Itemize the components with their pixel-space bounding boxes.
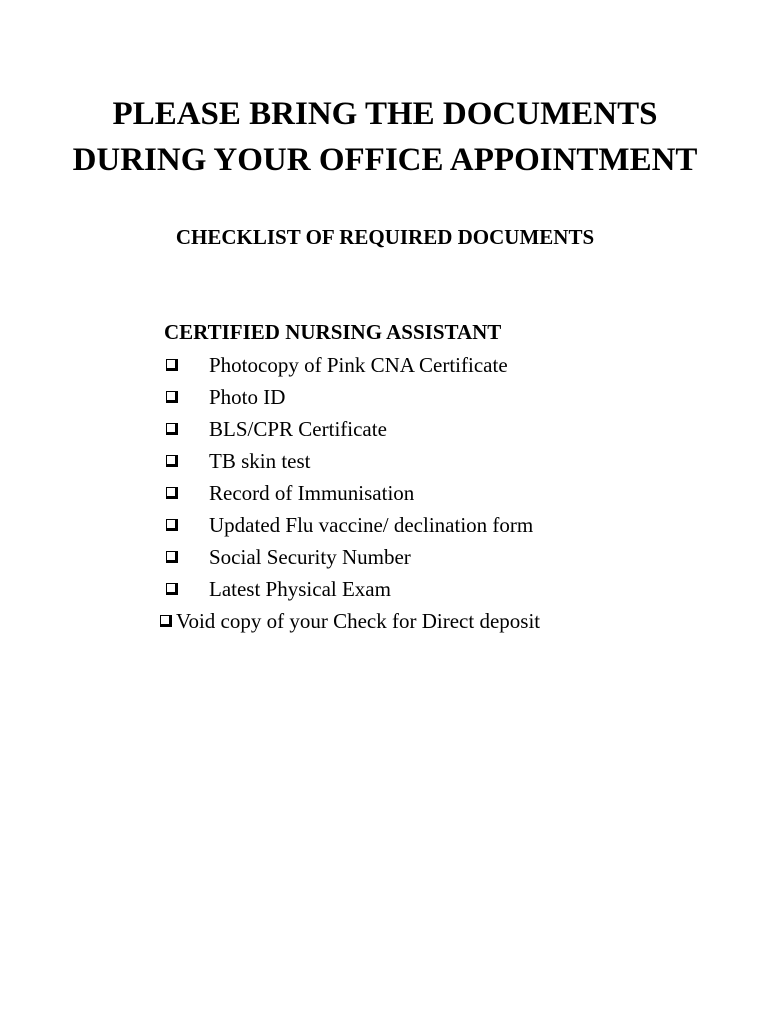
checklist-item-label: TB skin test <box>209 449 311 473</box>
title-line-2: DURING YOUR OFFICE APPOINTMENT <box>72 142 698 178</box>
checklist-item-label: Void copy of your Check for Direct deposit <box>176 609 541 633</box>
checklist-item-label: Photo ID <box>209 385 286 409</box>
checklist-item-label: Photocopy of Pink CNA Certificate <box>209 353 508 377</box>
checkbox-icon[interactable] <box>166 391 178 403</box>
section-heading: CERTIFIED NURSING ASSISTANT <box>164 320 502 344</box>
checkbox-icon[interactable] <box>166 455 178 467</box>
page-title <box>0 91 770 183</box>
checklist-item-label: Updated Flu vaccine/ declination form <box>209 513 534 537</box>
title-line-1: PLEASE BRING THE DOCUMENTS <box>112 96 658 132</box>
checklist-item-label: Latest Physical Exam <box>209 577 391 601</box>
checklist-item-void-check[interactable] <box>160 606 540 636</box>
checkbox-icon[interactable] <box>166 519 178 531</box>
checklist-item-label: BLS/CPR Certificate <box>209 417 387 441</box>
checkbox-icon[interactable] <box>166 551 178 563</box>
checkbox-icon[interactable] <box>166 583 178 595</box>
checklist-item-label: Social Security Number <box>209 545 411 569</box>
checkbox-icon[interactable] <box>160 615 172 627</box>
checkbox-icon[interactable] <box>166 487 178 499</box>
checklist-item-label: Record of Immunisation <box>209 481 415 505</box>
checkbox-icon[interactable] <box>166 359 178 371</box>
checklist-subtitle: CHECKLIST OF REQUIRED DOCUMENTS <box>175 225 595 249</box>
checkbox-icon[interactable] <box>166 423 178 435</box>
